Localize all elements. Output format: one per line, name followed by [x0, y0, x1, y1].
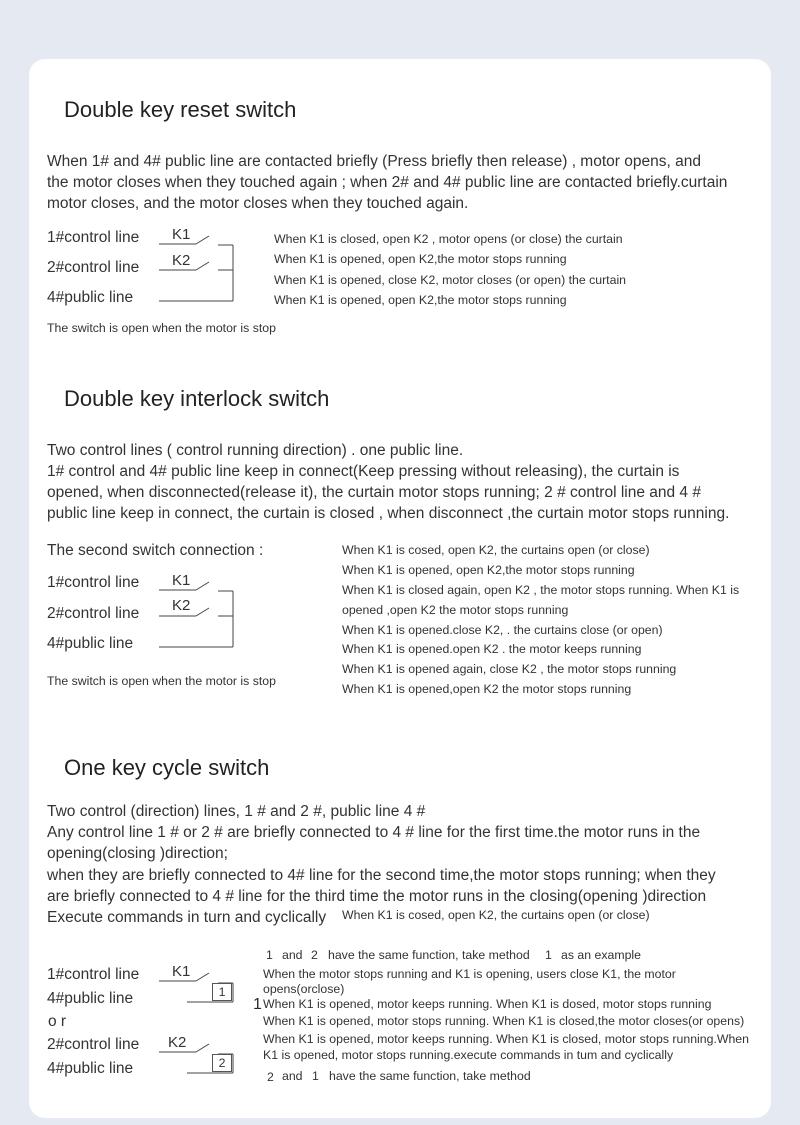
label-control-line-1: 1#control line	[47, 966, 140, 983]
paragraph-line: public line keep in connect, the curtain is closed , when disconnect ,the curtain motor stops running.	[47, 505, 730, 522]
note-line: When K1 is opened, open K2,the motor stops running	[274, 293, 567, 307]
note-line: When K1 is opened, motor keeps running. When K1 is dosed, motor stops running	[263, 997, 712, 1011]
paragraph-line: Execute commands in turn and cyclically	[47, 909, 327, 926]
label-public-line-4: 4#public line	[47, 990, 134, 1007]
subheading: The second switch connection :	[47, 542, 264, 559]
switch-k2-label: K2	[172, 597, 191, 614]
note-line: When K1 is opened, motor keeps running. When K1 is closed, motor stops running.When	[263, 1032, 749, 1046]
paragraph-line: when they are briefly connected to 4# line for the second time,the motor stops running; when they	[47, 867, 716, 884]
label-public-line-4: 4#public line	[47, 1060, 134, 1077]
label-or: o r	[48, 1013, 67, 1030]
label-control-line-2: 2#control line	[47, 1036, 140, 1053]
interlock-switch-diagram	[159, 582, 233, 647]
note-line: When K1 is opened, motor stops running. When K1 is closed,the motor closes(or opens)	[263, 1014, 745, 1028]
method-tail: as an example	[561, 948, 641, 962]
method-and: and	[282, 1069, 303, 1083]
note-line: K1 is opened, motor stops running.execute commands in tum and cyclically	[263, 1048, 674, 1062]
footnote: The switch is open when the motor is stop	[47, 674, 276, 688]
note-line: When K1 is cosed, open K2, the curtains open (or close)	[342, 543, 650, 557]
note-line: When K1 is opened.open K2 . the motor keeps running	[342, 642, 642, 656]
section-title-interlock: Double key interlock switch	[64, 386, 330, 411]
note-line: When K1 is opened again, close K2 , the motor stops running	[342, 662, 677, 676]
method-and: and	[282, 948, 303, 962]
paragraph-line: Two control (direction) lines, 1 # and 2 #, public line 4 #	[47, 803, 426, 820]
paragraph-line: opened, when disconnected(release it), the curtain motor stops running; 2 # control line and 4 #	[47, 484, 701, 501]
paragraph-line: motor closes, and the motor closes when they touched again.	[47, 195, 469, 212]
paragraph-line: 1# control and 4# public line keep in connect(Keep pressing without releasing), the curtain is	[47, 463, 680, 480]
method-number: 1	[545, 948, 552, 962]
method-text: have the same function, take method	[328, 948, 530, 962]
label-control-line-2: 2#control line	[47, 605, 140, 622]
switch-k1-label: K1	[172, 963, 191, 980]
note-line: opens(orclose)	[263, 982, 345, 996]
method-number: 1	[266, 948, 273, 962]
switch-k2-label: K2	[172, 252, 191, 269]
paragraph-line: are briefly connected to 4 # line for the third time the motor runs in the closing(opening )direction	[47, 888, 707, 905]
switch-k1-label: K1	[172, 572, 191, 589]
method-number: 2	[311, 948, 318, 962]
reset-switch-diagram	[159, 236, 233, 301]
method-text: have the same function, take method	[329, 1069, 531, 1083]
note-line: opened ,open K2 the motor stops running	[342, 603, 569, 617]
footnote: The switch is open when the motor is stop	[47, 321, 276, 335]
label-control-line-1: 1#control line	[47, 229, 140, 246]
step-marker: 1	[253, 996, 262, 1013]
note-line: When K1 is closed again, open K2 , the motor stops running. When K1 is	[342, 583, 740, 597]
note-line: When K1 is opened, close K2, motor closes (or open) the curtain	[274, 273, 627, 287]
paragraph-line: When 1# and 4# public line are contacted briefly (Press briefly then release) , motor opens, and	[47, 153, 701, 170]
paragraph-line: Any control line 1 # or 2 # are briefly connected to 4 # line for the first time.the motor runs in the	[47, 824, 701, 841]
note-line: When K1 is opened, open K2,the motor stops running	[342, 563, 635, 577]
note-line: When K1 is opened.close K2, . the curtains close (or open)	[342, 623, 663, 637]
paragraph-line: opening(closing )direction;	[47, 845, 228, 862]
note-line: When K1 is closed, open K2 , motor opens (or close) the curtain	[274, 232, 623, 246]
method-number: 2	[267, 1070, 274, 1084]
label-control-line-2: 2#control line	[47, 259, 140, 276]
method-number: 1	[312, 1069, 319, 1083]
terminal-box-1: 1	[212, 983, 232, 1001]
label-control-line-1: 1#control line	[47, 574, 140, 591]
section-title-cycle: One key cycle switch	[64, 755, 270, 780]
note-line: When K1 is opened,open K2 the motor stops running	[342, 682, 632, 696]
note-line: When the motor stops running and K1 is opening, users close K1, the motor	[263, 967, 676, 981]
paragraph-line: the motor closes when they touched again ; when 2# and 4# public line are contacted briefly.curtain	[47, 174, 728, 191]
note-line: When K1 is opened, open K2,the motor stops running	[274, 252, 567, 266]
section-title-reset: Double key reset switch	[64, 97, 297, 122]
label-public-line-4: 4#public line	[47, 289, 134, 306]
inline-note: When K1 is cosed, open K2, the curtains open (or close)	[342, 908, 650, 922]
label-public-line-4: 4#public line	[47, 635, 134, 652]
switch-k1-label: K1	[172, 226, 191, 243]
terminal-box-2: 2	[212, 1054, 232, 1072]
paragraph-line: Two control lines ( control running direction) . one public line.	[47, 442, 464, 459]
switch-k2-label: K2	[168, 1034, 187, 1051]
